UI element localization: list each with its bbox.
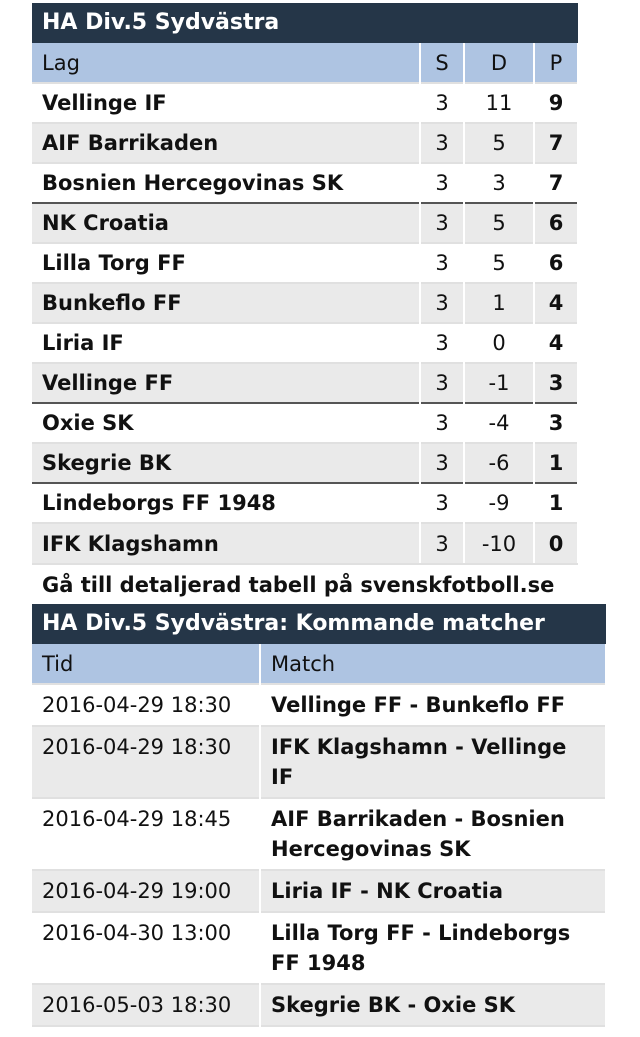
table-row <box>32 243 578 283</box>
team-name: NK Croatia <box>32 203 420 243</box>
team-name: Lindeborgs FF 1948 <box>32 483 420 523</box>
played: 3 <box>420 323 464 363</box>
table-row <box>32 1026 606 1037</box>
upcoming-matches-panel <box>32 604 606 1037</box>
goal-diff: 0 <box>464 323 534 363</box>
played: 3 <box>420 163 464 203</box>
match-time: 2016-05-03 18:30 <box>32 984 260 1026</box>
table-row <box>32 870 606 912</box>
table-row <box>32 523 578 563</box>
table-row <box>32 443 578 483</box>
played: 3 <box>420 443 464 483</box>
points: 4 <box>534 283 578 323</box>
column-header-team: Lag <box>32 43 420 83</box>
column-header-time: Tid <box>32 644 260 684</box>
played: 3 <box>420 403 464 443</box>
points: 6 <box>534 243 578 283</box>
goal-diff: 5 <box>464 123 534 163</box>
played: 3 <box>420 123 464 163</box>
table-row <box>32 363 578 403</box>
team-name: Skegrie BK <box>32 443 420 483</box>
points: 1 <box>534 443 578 483</box>
column-header-match: Match <box>260 644 606 684</box>
match-time: 2016-04-29 18:30 <box>32 726 260 798</box>
points: 6 <box>534 203 578 243</box>
table-row <box>32 323 578 363</box>
played: 3 <box>420 363 464 403</box>
played: 3 <box>420 243 464 283</box>
goal-diff: 11 <box>464 83 534 123</box>
played: 3 <box>420 523 464 563</box>
played: 3 <box>420 283 464 323</box>
table-row <box>32 163 578 203</box>
match-teams: Skegrie BK - Oxie SK <box>260 984 606 1026</box>
played: 3 <box>420 83 464 123</box>
match-time <box>32 1026 260 1037</box>
team-name: AIF Barrikaden <box>32 123 420 163</box>
points: 3 <box>534 363 578 403</box>
table-row <box>32 984 606 1026</box>
match-time: 2016-04-29 19:00 <box>32 870 260 912</box>
points: 7 <box>534 123 578 163</box>
points: 9 <box>534 83 578 123</box>
played: 3 <box>420 203 464 243</box>
points: 3 <box>534 403 578 443</box>
table-row <box>32 912 606 984</box>
match-teams: Vellinge FF - Bunkeflo FF <box>260 684 606 726</box>
upcoming-header-row <box>32 644 606 684</box>
detailed-table-link[interactable]: Gå till detaljerad tabell på svenskfotboll.se <box>32 563 578 605</box>
team-name: Vellinge FF <box>32 363 420 403</box>
column-header-points: P <box>534 43 578 83</box>
match-teams: Liria IF - NK Croatia <box>260 870 606 912</box>
goal-diff: -10 <box>464 523 534 563</box>
standings-table <box>32 43 579 563</box>
match-teams <box>260 1026 606 1037</box>
table-row <box>32 83 578 123</box>
team-name: Vellinge IF <box>32 83 420 123</box>
points: 7 <box>534 163 578 203</box>
goal-diff: 5 <box>464 203 534 243</box>
match-time: 2016-04-29 18:30 <box>32 684 260 726</box>
team-name: Bunkeflo FF <box>32 283 420 323</box>
match-teams: IFK Klagshamn - Vellinge IF <box>260 726 606 798</box>
table-row <box>32 123 578 163</box>
table-row <box>32 798 606 870</box>
table-row <box>32 403 578 443</box>
upcoming-matches-table <box>32 644 607 1037</box>
table-row <box>32 483 578 523</box>
match-time: 2016-04-29 18:45 <box>32 798 260 870</box>
match-time: 2016-04-30 13:00 <box>32 912 260 984</box>
column-header-diff: D <box>464 43 534 83</box>
table-row <box>32 203 578 243</box>
team-name: Liria IF <box>32 323 420 363</box>
goal-diff: 5 <box>464 243 534 283</box>
points: 1 <box>534 483 578 523</box>
match-teams: AIF Barrikaden - Bosnien Hercegovinas SK <box>260 798 606 870</box>
played: 3 <box>420 483 464 523</box>
team-name: Oxie SK <box>32 403 420 443</box>
team-name: Lilla Torg FF <box>32 243 420 283</box>
upcoming-title: HA Div.5 Sydvästra: Kommande matcher <box>32 604 606 644</box>
standings-header-row <box>32 43 578 83</box>
team-name: Bosnien Hercegovinas SK <box>32 163 420 203</box>
points: 0 <box>534 523 578 563</box>
match-teams: Lilla Torg FF - Lindeborgs FF 1948 <box>260 912 606 984</box>
goal-diff: -4 <box>464 403 534 443</box>
team-name: IFK Klagshamn <box>32 523 420 563</box>
points: 4 <box>534 323 578 363</box>
table-row <box>32 726 606 798</box>
column-header-played: S <box>420 43 464 83</box>
goal-diff: -6 <box>464 443 534 483</box>
standings-table-panel <box>32 3 578 605</box>
goal-diff: 1 <box>464 283 534 323</box>
goal-diff: -9 <box>464 483 534 523</box>
goal-diff: -1 <box>464 363 534 403</box>
goal-diff: 3 <box>464 163 534 203</box>
standings-title: HA Div.5 Sydvästra <box>32 3 578 43</box>
table-row <box>32 684 606 726</box>
table-row <box>32 283 578 323</box>
